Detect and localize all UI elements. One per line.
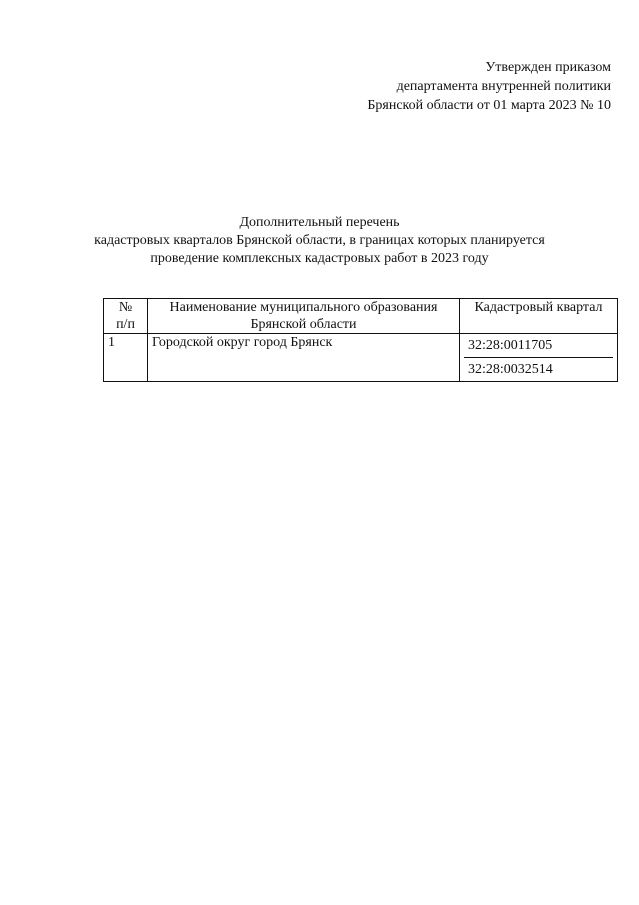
header-number xyxy=(104,299,148,334)
approval-line-2: департамента внутренней политики xyxy=(396,79,611,94)
cadastral-quarter-1: 32:28:0011705 xyxy=(464,334,613,358)
cadastral-table xyxy=(103,298,618,382)
approval-line-3: Брянской области от 01 марта 2023 № 10 xyxy=(367,98,611,113)
header-municipality xyxy=(148,299,460,334)
table-row xyxy=(104,334,618,382)
row-municipality: Городской округ город Брянск xyxy=(148,334,460,382)
title-line-3: проведение комплексных кадастровых работ в 2023 году xyxy=(150,251,489,266)
cadastral-quarter-2: 32:28:0032514 xyxy=(468,362,553,377)
row-number: 1 xyxy=(104,334,148,382)
approval-block xyxy=(367,58,611,115)
header-municipality-line-1: Наименование муниципального образования xyxy=(169,300,438,315)
header-cadastral-quarter: Кадастровый квартал xyxy=(460,299,618,334)
title-line-2: кадастровых кварталов Брянской области, в границах которых планируется xyxy=(94,233,545,248)
header-number-line-2: п/п xyxy=(116,317,135,332)
title-line-1: Дополнительный перечень xyxy=(239,215,400,230)
row-quarters xyxy=(460,334,618,382)
header-number-line-1: № xyxy=(118,300,133,315)
header-municipality-line-2: Брянской области xyxy=(250,317,357,332)
table-header-row xyxy=(104,299,618,334)
approval-line-1: Утвержден приказом xyxy=(485,60,611,75)
document-title xyxy=(0,214,639,268)
